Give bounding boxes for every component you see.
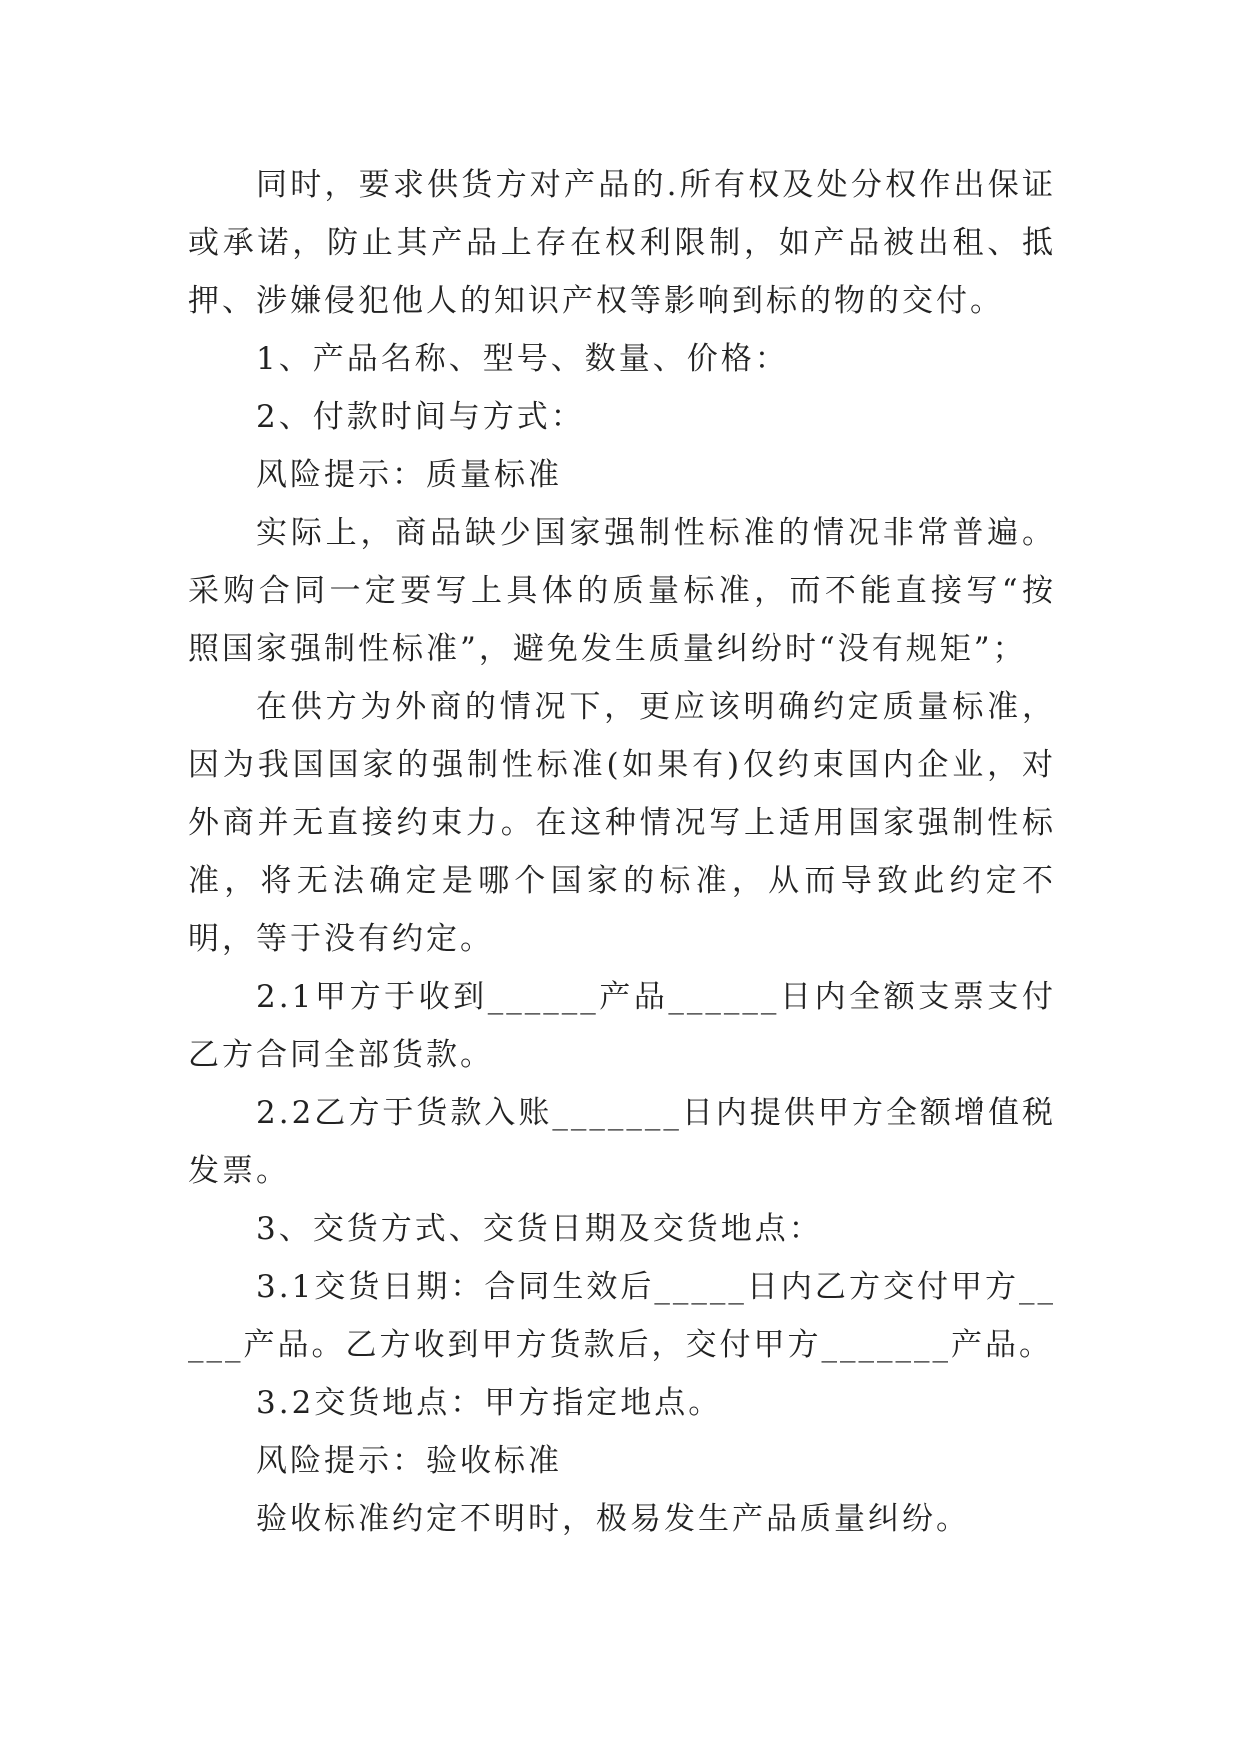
document-body <box>188 156 1056 1548</box>
paragraph-foreign-supplier: 在供方为外商的情况下，更应该明确约定质量标准，因为我国国家的强制性标准(如果有)仅约束国内企业，对外商并无直接约束力。在这种情况写上适用国家强制性标准，将无法确定是哪个国家的标准，从而导致此约定不明，等于没有约定。 <box>188 689 1056 957</box>
paragraph-acceptance-standard: 验收标准约定不明时，极易发生产品质量纠纷。 <box>256 1501 970 1537</box>
paragraph-risk-quality-heading: 风险提示：质量标准 <box>256 457 562 493</box>
paragraph-clause-3-2: 3.2交货地点：甲方指定地点。 <box>256 1385 723 1421</box>
paragraph-risk-acceptance-heading: 风险提示：验收标准 <box>256 1443 562 1479</box>
paragraph-clause-2-1: 2.1甲方于收到______产品______日内全额支票支付乙方合同全部货款。 <box>188 979 1056 1073</box>
paragraph-quality-standard: 实际上，商品缺少国家强制性标准的情况非常普遍。采购合同一定要写上具体的质量标准，而不能直接写“按照国家强制性标准”，避免发生质量纠纷时“没有规矩”； <box>188 515 1056 667</box>
paragraph-ownership-guarantee: 同时，要求供货方对产品的.所有权及处分权作出保证或承诺，防止其产品上存在权利限制，如产品被出租、抵押、涉嫌侵犯他人的知识产权等影响到标的物的交付。 <box>188 167 1056 319</box>
paragraph-payment-method: 2、付款时间与方式： <box>256 399 585 435</box>
paragraph-product-info: 1、产品名称、型号、数量、价格： <box>256 341 789 377</box>
paragraph-delivery-heading: 3、交货方式、交货日期及交货地点： <box>256 1211 823 1247</box>
paragraph-clause-2-2: 2.2乙方于货款入账_______日内提供甲方全额增值税发票。 <box>188 1095 1056 1189</box>
paragraph-clause-3-1: 3.1交货日期：合同生效后_____日内乙方交付甲方_____产品。乙方收到甲方货款后，交付甲方_______产品。 <box>188 1269 1056 1363</box>
